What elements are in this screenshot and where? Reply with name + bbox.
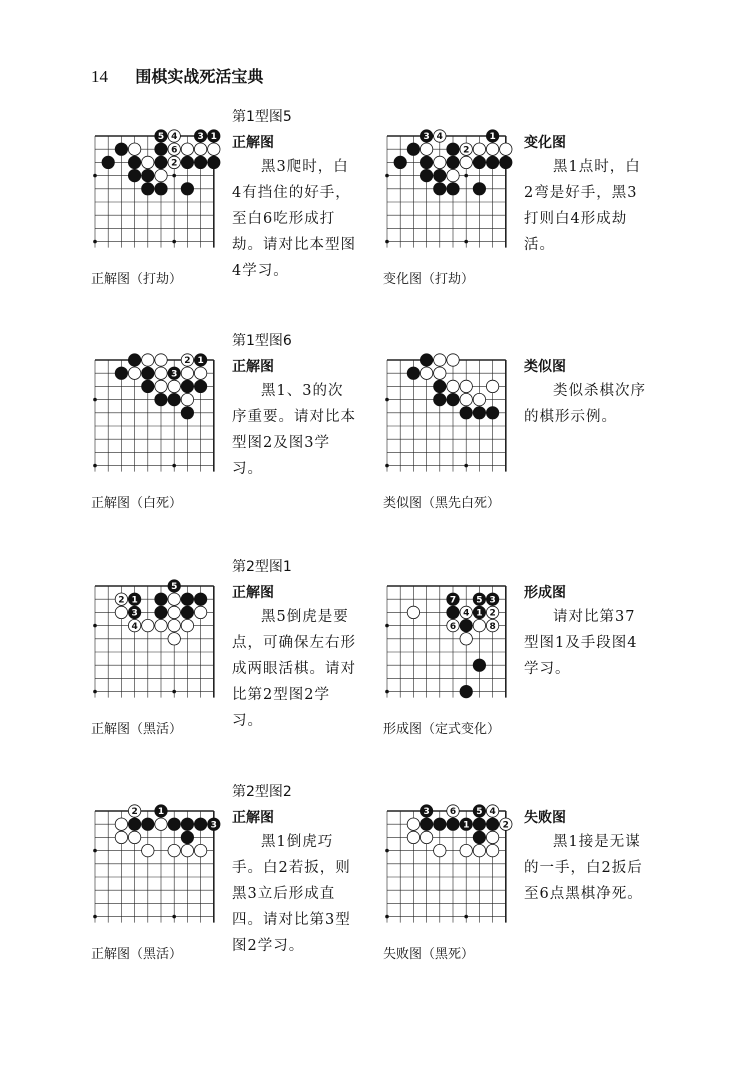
go-board xyxy=(91,807,223,935)
black-stone xyxy=(155,143,167,155)
white-stone xyxy=(115,593,127,605)
black-stone xyxy=(181,183,193,195)
diagram-title: 形成图 xyxy=(524,585,566,601)
move-number: 3 xyxy=(489,595,496,606)
black-stone xyxy=(142,169,154,181)
black-stone xyxy=(473,183,485,195)
white-stone xyxy=(434,156,446,168)
black-stone xyxy=(420,354,432,366)
move-number: 5 xyxy=(476,595,483,606)
section-title: 第1型图6 xyxy=(232,333,292,349)
white-stone xyxy=(194,844,206,856)
white-stone xyxy=(155,818,167,830)
white-stone xyxy=(155,169,167,181)
white-stone xyxy=(181,619,193,631)
white-stone xyxy=(128,805,140,817)
move-number: 2 xyxy=(502,820,509,831)
move-number: 6 xyxy=(449,621,457,632)
star-point xyxy=(93,398,97,402)
black-stone xyxy=(168,393,180,405)
white-stone xyxy=(142,844,154,856)
black-stone xyxy=(434,169,446,181)
diagram-caption: 失败图（黑死） xyxy=(383,947,475,962)
star-point xyxy=(385,915,389,919)
move-number: 2 xyxy=(463,145,470,156)
go-board xyxy=(383,807,515,935)
white-stone xyxy=(142,619,154,631)
black-stone xyxy=(194,593,206,605)
star-point xyxy=(385,690,389,694)
black-stone xyxy=(447,393,459,405)
diagram-title: 变化图 xyxy=(524,135,566,151)
white-stone xyxy=(407,606,419,618)
black-stone xyxy=(473,831,485,843)
white-stone xyxy=(168,130,180,142)
black-stone xyxy=(208,130,220,142)
star-point xyxy=(385,464,389,468)
move-number: 2 xyxy=(489,608,496,619)
black-stone xyxy=(128,169,140,181)
white-stone xyxy=(486,844,498,856)
black-stone xyxy=(155,593,167,605)
white-stone xyxy=(168,593,180,605)
black-stone xyxy=(447,183,459,195)
move-number: 1 xyxy=(210,132,217,143)
move-number: 1 xyxy=(476,608,483,619)
white-stone xyxy=(447,380,459,392)
diagram-caption: 正解图（打劫） xyxy=(91,272,183,287)
diagram-commentary: 黑3爬时，白4有挡住的好手，至白6吃形成打劫。请对比本型图4学习。 xyxy=(232,159,356,279)
diagram-commentary: 黑1点时，白2弯是好手，黑3打则白4形成劫活。 xyxy=(524,159,641,253)
white-stone xyxy=(142,156,154,168)
black-stone xyxy=(194,354,206,366)
move-number: 3 xyxy=(210,820,217,831)
black-stone xyxy=(447,143,459,155)
white-stone xyxy=(473,393,485,405)
black-stone xyxy=(420,130,432,142)
star-point xyxy=(93,915,97,919)
white-stone xyxy=(420,831,432,843)
white-stone xyxy=(168,619,180,631)
black-stone xyxy=(473,156,485,168)
white-stone xyxy=(460,606,472,618)
black-stone xyxy=(194,818,206,830)
black-stone xyxy=(500,156,512,168)
section-title: 第1型图5 xyxy=(232,109,292,125)
white-stone xyxy=(155,354,167,366)
black-stone xyxy=(486,593,498,605)
move-number: 4 xyxy=(171,132,178,143)
white-stone xyxy=(486,380,498,392)
white-stone xyxy=(194,606,206,618)
star-point xyxy=(93,690,97,694)
go-board xyxy=(91,582,223,710)
white-stone xyxy=(181,367,193,379)
black-stone xyxy=(447,818,459,830)
white-stone xyxy=(460,393,472,405)
white-stone xyxy=(447,169,459,181)
black-stone xyxy=(473,805,485,817)
black-stone xyxy=(181,831,193,843)
move-number: 6 xyxy=(171,145,178,156)
star-point xyxy=(464,240,468,244)
go-board xyxy=(383,582,515,710)
black-stone xyxy=(420,805,432,817)
black-stone xyxy=(486,156,498,168)
white-stone xyxy=(460,143,472,155)
diagram-commentary: 黑1倒虎巧手。白2若扳，则黑3立后形成直四。请对比第3型图2学习。 xyxy=(232,834,351,954)
white-stone xyxy=(434,844,446,856)
black-stone xyxy=(181,593,193,605)
black-stone xyxy=(142,818,154,830)
white-stone xyxy=(181,844,193,856)
white-stone xyxy=(181,143,193,155)
diagram-caption: 形成图（定式变化） xyxy=(383,722,501,737)
black-stone xyxy=(434,183,446,195)
black-stone xyxy=(434,393,446,405)
black-stone xyxy=(486,407,498,419)
white-stone xyxy=(486,143,498,155)
diagram-title: 失败图 xyxy=(524,810,566,826)
white-stone xyxy=(486,831,498,843)
white-stone xyxy=(407,831,419,843)
black-stone xyxy=(473,407,485,419)
black-stone xyxy=(447,606,459,618)
move-number: 2 xyxy=(171,158,178,169)
move-number: 5 xyxy=(476,807,483,818)
black-stone xyxy=(128,593,140,605)
black-stone xyxy=(155,393,167,405)
black-stone xyxy=(155,156,167,168)
black-stone xyxy=(168,580,180,592)
move-number: 5 xyxy=(157,132,165,143)
black-stone xyxy=(420,169,432,181)
page-number: 14 xyxy=(91,67,108,86)
move-number: 7 xyxy=(449,595,457,606)
black-stone xyxy=(460,818,472,830)
white-stone xyxy=(155,619,167,631)
black-stone xyxy=(181,818,193,830)
move-number: 4 xyxy=(463,608,470,619)
white-stone xyxy=(181,354,193,366)
diagram-commentary: 类似杀棋次序的棋形示例。 xyxy=(524,383,646,425)
white-stone xyxy=(500,143,512,155)
white-stone xyxy=(460,156,472,168)
star-point xyxy=(464,915,468,919)
black-stone xyxy=(142,380,154,392)
diagram-caption: 变化图（打劫） xyxy=(383,272,475,287)
white-stone xyxy=(460,380,472,392)
diagram-caption: 正解图（白死） xyxy=(91,496,183,511)
white-stone xyxy=(168,844,180,856)
diagram-title: 正解图 xyxy=(232,135,274,151)
white-stone xyxy=(128,831,140,843)
white-stone xyxy=(168,143,180,155)
white-stone xyxy=(115,818,127,830)
star-point xyxy=(93,624,97,628)
white-stone xyxy=(181,393,193,405)
star-point xyxy=(385,624,389,628)
black-stone xyxy=(181,156,193,168)
star-point xyxy=(93,240,97,244)
black-stone xyxy=(473,818,485,830)
black-stone xyxy=(407,367,419,379)
star-point xyxy=(172,915,176,919)
star-point xyxy=(385,174,389,178)
diagram-commentary: 请对比第37型图1及手段图4学习。 xyxy=(524,609,638,677)
black-stone xyxy=(394,156,406,168)
white-stone xyxy=(500,818,512,830)
white-stone xyxy=(460,844,472,856)
black-stone xyxy=(420,818,432,830)
black-stone xyxy=(194,156,206,168)
black-stone xyxy=(128,156,140,168)
star-point xyxy=(385,849,389,853)
move-number: 5 xyxy=(171,582,178,593)
black-stone xyxy=(115,143,127,155)
black-stone xyxy=(486,818,498,830)
star-point xyxy=(464,174,468,178)
black-stone xyxy=(115,367,127,379)
go-board xyxy=(383,356,515,484)
black-stone xyxy=(168,367,180,379)
star-point xyxy=(93,174,97,178)
go-board xyxy=(91,132,223,260)
star-point xyxy=(172,690,176,694)
diagram-commentary: 黑1接是无谋的一手，白2扳后至6点黑棋净死。 xyxy=(524,834,643,902)
black-stone xyxy=(142,367,154,379)
white-stone xyxy=(447,619,459,631)
move-number: 1 xyxy=(197,356,204,367)
move-number: 2 xyxy=(184,356,191,367)
section-title: 第2型图2 xyxy=(232,784,292,800)
diagram-title: 类似图 xyxy=(524,359,566,375)
white-stone xyxy=(128,619,140,631)
white-stone xyxy=(407,818,419,830)
white-stone xyxy=(115,606,127,618)
diagram-title: 正解图 xyxy=(232,810,274,826)
black-stone xyxy=(194,130,206,142)
black-stone xyxy=(155,130,167,142)
star-point xyxy=(385,398,389,402)
diagram-commentary: 黑1、3的次序重要。请对比本型图2及图3学习。 xyxy=(232,383,356,477)
move-number: 2 xyxy=(131,807,138,818)
black-stone xyxy=(407,143,419,155)
white-stone xyxy=(473,844,485,856)
black-stone xyxy=(208,818,220,830)
star-point xyxy=(385,240,389,244)
black-stone xyxy=(128,606,140,618)
white-stone xyxy=(473,143,485,155)
black-stone xyxy=(473,593,485,605)
black-stone xyxy=(447,156,459,168)
move-number: 1 xyxy=(157,807,165,818)
white-stone xyxy=(155,367,167,379)
star-point xyxy=(172,240,176,244)
white-stone xyxy=(142,354,154,366)
go-board xyxy=(91,356,223,484)
white-stone xyxy=(434,130,446,142)
move-number: 2 xyxy=(118,595,125,606)
move-number: 3 xyxy=(423,132,430,143)
white-stone xyxy=(460,633,472,645)
white-stone xyxy=(486,619,498,631)
white-stone xyxy=(128,367,140,379)
white-stone xyxy=(486,805,498,817)
diagram-caption: 正解图（黑活） xyxy=(91,722,183,737)
move-number: 3 xyxy=(131,608,138,619)
white-stone xyxy=(486,606,498,618)
black-stone xyxy=(473,606,485,618)
white-stone xyxy=(447,354,459,366)
black-stone xyxy=(460,619,472,631)
move-number: 3 xyxy=(171,369,178,380)
black-stone xyxy=(434,818,446,830)
diagram-commentary: 黑5倒虎是要点，可确保左右形成两眼活棋。请对比第2型图2学习。 xyxy=(232,609,356,729)
black-stone xyxy=(420,156,432,168)
black-stone xyxy=(155,183,167,195)
black-stone xyxy=(128,354,140,366)
white-stone xyxy=(434,367,446,379)
white-stone xyxy=(168,606,180,618)
move-number: 4 xyxy=(436,132,443,143)
move-number: 3 xyxy=(197,132,204,143)
black-stone xyxy=(155,805,167,817)
black-stone xyxy=(128,818,140,830)
black-stone xyxy=(181,380,193,392)
white-stone xyxy=(420,143,432,155)
black-stone xyxy=(447,593,459,605)
star-point xyxy=(172,464,176,468)
white-stone xyxy=(168,633,180,645)
page-header xyxy=(91,64,263,87)
section-title: 第2型图1 xyxy=(232,559,292,575)
black-stone xyxy=(168,818,180,830)
white-stone xyxy=(447,805,459,817)
black-stone xyxy=(181,606,193,618)
white-stone xyxy=(115,831,127,843)
black-stone xyxy=(473,659,485,671)
black-stone xyxy=(460,685,472,697)
star-point xyxy=(464,464,468,468)
book-title: 围棋实战死活宝典 xyxy=(135,67,264,86)
white-stone xyxy=(420,367,432,379)
star-point xyxy=(93,849,97,853)
white-stone xyxy=(194,367,206,379)
black-stone xyxy=(208,156,220,168)
diagram-caption: 类似图（黑先白死） xyxy=(383,496,501,511)
black-stone xyxy=(434,380,446,392)
diagram-caption: 正解图（黑活） xyxy=(91,947,183,962)
white-stone xyxy=(128,143,140,155)
move-number: 1 xyxy=(489,132,496,143)
move-number: 6 xyxy=(449,807,457,818)
white-stone xyxy=(194,143,206,155)
black-stone xyxy=(142,183,154,195)
black-stone xyxy=(102,156,114,168)
move-number: 4 xyxy=(489,807,496,818)
move-number: 4 xyxy=(131,621,138,632)
move-number: 1 xyxy=(131,595,138,606)
move-number: 8 xyxy=(489,621,496,632)
white-stone xyxy=(168,380,180,392)
black-stone xyxy=(194,380,206,392)
black-stone xyxy=(486,130,498,142)
go-board xyxy=(383,132,515,260)
white-stone xyxy=(434,354,446,366)
diagram-title: 正解图 xyxy=(232,585,274,601)
move-number: 1 xyxy=(463,820,470,831)
white-stone xyxy=(168,156,180,168)
star-point xyxy=(172,174,176,178)
white-stone xyxy=(155,380,167,392)
black-stone xyxy=(155,606,167,618)
diagram-title: 正解图 xyxy=(232,359,274,375)
black-stone xyxy=(181,407,193,419)
star-point xyxy=(93,464,97,468)
white-stone xyxy=(473,619,485,631)
black-stone xyxy=(460,407,472,419)
move-number: 3 xyxy=(423,807,430,818)
white-stone xyxy=(208,143,220,155)
